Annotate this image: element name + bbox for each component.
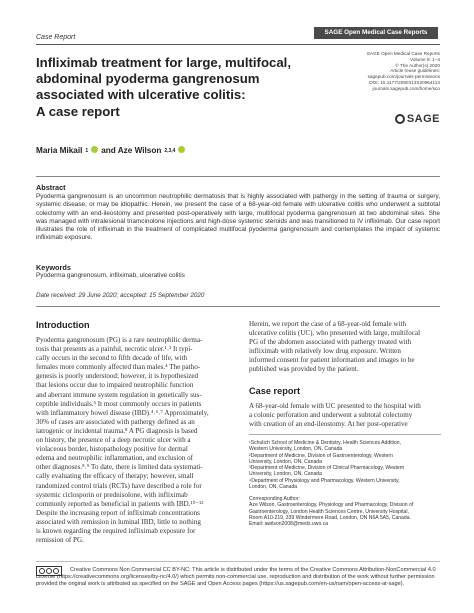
body-line: with inflammatory bowel disease (IBD).⁴˒⁶˒⁷ Approximately, <box>36 408 209 417</box>
body-line: and aberrant immune system regulation in genetically sus- <box>36 390 202 399</box>
title-line: A case report <box>36 103 120 119</box>
body-line: commonly reported as beneficial in patients with IBD.¹⁰⁻¹² <box>36 499 204 508</box>
title-line: Infliximab treatment for large, multifocal, <box>36 55 292 70</box>
meta-link[interactable]: sagepub.com/journals-permissions <box>367 74 440 80</box>
author-name[interactable]: Maria Mikail <box>36 146 83 155</box>
header-divider <box>36 44 440 45</box>
body-line: remission of PG. <box>36 536 84 545</box>
meta-line: Article reuse guidelines: <box>390 68 440 74</box>
title-line: associated with ulcerative colitis: <box>36 87 246 103</box>
affiliations <box>249 440 441 490</box>
abstract-text: Pyoderma gangrenosum is an uncommon neutrophilic dermatosis that is highly associated with pathergy in the setting of trauma or surgery, systemic disease, or may be idiopathic. Herein, we present the case of a 68-year-old female with ulcerative colitis who underwent a subtotal colectomy with an end-ileostomy and presented post-operatively with large, multifocal pyoderma gangrenosum at two abdominal sites. She was managed with intralesional triamcinolone injections and high-dose systemic steroids and was transitioned to IV infliximab. Our case report illustrates the role of infliximab in the treatment of complicated multifocal pyoderma gangrenosum and contemplates the impact of systemic infliximab exposure. <box>36 193 440 242</box>
affiliation-line: London, ON, Canada <box>249 484 298 491</box>
correspondence-line: Corresponding Author: <box>249 496 300 502</box>
journal-name-bar: SAGE Open Medical Case Reports <box>314 27 438 39</box>
sage-logo-icon <box>395 114 405 124</box>
body-line: tosis that presents as a painful, necrotic ulcer.¹˒³ It typi- <box>36 345 193 354</box>
body-line: infliximab with relatively low drug exposure. Written <box>249 347 401 356</box>
body-line: other diagnoses.⁸˒⁹ To date, there is limited data systemati- <box>36 463 203 472</box>
journal-link[interactable]: journals.sagepub.com/home/sco <box>372 85 440 91</box>
journal-metadata <box>320 51 440 92</box>
correspondence-line: Aze Wilson, Gastroenterology, Physiology and Pharmacology, Division of <box>249 502 414 509</box>
meta-line: Volume 8: 1–4 <box>410 56 440 62</box>
body-line: published was provided by the patient. <box>249 365 359 374</box>
corresponding-author <box>249 496 441 527</box>
correspondence-line: Gastroenterology, London Health Sciences Centre, University Hospital, <box>249 508 409 515</box>
case-report-body <box>249 402 441 429</box>
doi-link[interactable]: DOI: 10.1177/2050313X20964113 <box>369 79 440 85</box>
section-divider <box>36 176 440 177</box>
body-line: PG of the abdomen associated with pathergy treated with <box>249 338 412 347</box>
body-line: Despite the increasing report of infliximab concentrations <box>36 508 200 517</box>
introduction-body <box>36 336 231 545</box>
body-line: females more commonly affected than males.⁴ The patho- <box>36 363 201 372</box>
introduction-heading: Introduction <box>36 320 90 330</box>
body-line: 30% of cases are associated with pathergy defined as an <box>36 417 195 426</box>
meta-line: SAGE Open Medical Case Reports <box>366 51 440 56</box>
footer-divider <box>36 561 440 562</box>
body-line: that lesions occur due to impaired neutrophilic function <box>36 381 194 390</box>
body-line: cally evaluating the efficacy of therapy; however, small <box>36 472 194 481</box>
author-name[interactable]: and Aze Wilson <box>101 146 162 155</box>
date-received: Date received: 29 June 2020; accepted: 15 September 2020 <box>36 292 205 299</box>
body-line: iatrogenic or incidental trauma.⁸ A PG diagnosis is based <box>36 426 198 435</box>
body-line: A 68-year-old female with UC presented to the hospital with <box>249 402 421 410</box>
orcid-icon[interactable] <box>178 146 185 153</box>
footnote-divider <box>249 434 441 435</box>
body-line: informed consent for patient information and images to be <box>249 356 415 365</box>
affiliation-line: University, London, ON, Canada <box>249 471 322 478</box>
article-type-label: Case Report <box>36 34 76 41</box>
author-affiliation-mark: 2,3,4 <box>164 147 176 154</box>
body-line: Pyoderma gangrenosum (PG) is a rare neutrophilic derma- <box>36 336 203 344</box>
affiliation-line: ¹Schulich School of Medicine & Dentistry, Health Sciences Addition, <box>249 440 401 446</box>
body-line: associated with remission in luminal IBD, little to nothing <box>36 517 201 526</box>
affiliation-line: ³Department of Medicine, Division of Clinical Pharmacology, Western <box>249 465 405 472</box>
body-line: cally occurs in the second to fifth decade of life, with <box>36 354 188 363</box>
body-line: genesis is poorly understood; however, it is hypothesized <box>36 372 199 381</box>
intro-continuation <box>249 320 441 375</box>
case-report-heading: Case report <box>249 386 301 396</box>
meta-line: © The Author(s) 2020 <box>395 62 440 68</box>
author-affiliation-mark: 1 <box>85 147 89 154</box>
sage-logo-text: SAGE <box>406 113 440 125</box>
body-line: on history, the presence of a deep necrotic ulcer with a <box>36 436 191 445</box>
license-text: Creative Commons Non Commercial CC BY-NC: This article is distributed under the terms of the Creative Commons Attribution-NonCommercial 4.0 License (https://creativecommons.org/licenses/by-nc/4.0/) which permits non-commercial use, reproduction and distribution of the work without further permission provided the original work is attributed as specified on the SAGE and Open Access pages (https://us.sagepub.com/en-us/nam/open-access-at-sage). <box>36 567 436 588</box>
body-line: is known regarding the required infliximab exposure for <box>36 526 196 535</box>
affiliation-line: Western University, London, ON, Canada <box>249 446 343 453</box>
body-line: ceptible individuals.⁵ It most commonly occurs in patients <box>36 399 202 408</box>
body-line: with creation of an end-ileostomy. At her post-operative <box>249 420 408 429</box>
body-line: violaceous border, histopathology positive for dermal <box>36 445 188 454</box>
correspondence-line: Room A10-219, 339 Windermere Road, London, ON N6A 5A5, Canada. <box>249 514 411 521</box>
keywords-text: Pyoderma gangrenosum, infliximab, ulcerative colitis <box>36 272 185 279</box>
body-line: randomized control trials (RCTs) have described a role for <box>36 481 202 490</box>
body-line: edema and neutrophilic inflammation, and exclusion of <box>36 454 194 463</box>
body-line: systemic ciclosporin or prednisolone, with infliximab <box>36 490 188 499</box>
abstract-heading: Abstract <box>36 183 66 192</box>
orcid-icon[interactable] <box>91 146 98 153</box>
affiliation-line: ⁴Department of Physiology and Pharmacology, Western University, <box>249 477 400 484</box>
sage-logo <box>395 113 440 125</box>
section-divider <box>36 306 440 307</box>
affiliation-line: University, London, ON, Canada <box>249 458 322 465</box>
keywords-heading: Keywords <box>36 263 71 272</box>
author-line <box>36 146 185 155</box>
body-line: ulcerative colitis (UC), who presented with large, multifocal <box>249 329 421 338</box>
email-link[interactable]: Email: awilson2008@meds.uwo.ca <box>249 521 329 528</box>
body-line: Herein, we report the case of a 68-year-old female with <box>249 320 407 328</box>
body-line: a colonic perforation and underwent a subtotal colectomy <box>249 411 413 420</box>
title-line: abdominal pyoderma gangrenosum <box>36 71 260 87</box>
affiliation-line: ²Department of Medicine, Division of Gastroenterology, Western <box>249 452 393 459</box>
article-title <box>36 55 326 120</box>
